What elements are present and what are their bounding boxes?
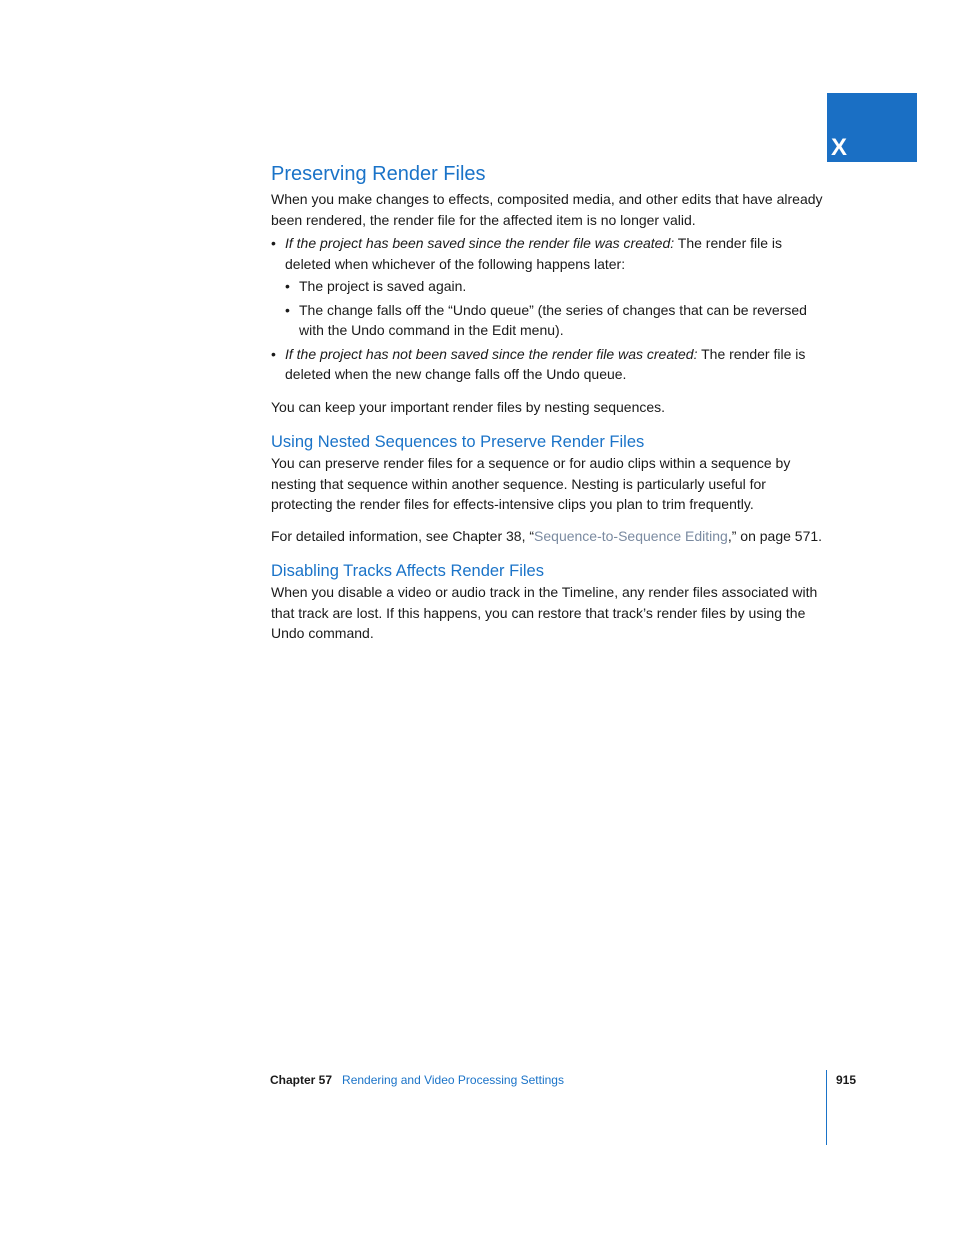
chapter-tab <box>827 93 917 162</box>
footer-chapter-title: Rendering and Video Processing Settings <box>342 1073 564 1087</box>
sub-bullet-saved-again-text: The project is saved again. <box>299 278 467 294</box>
page-content <box>271 160 827 644</box>
bullet-dot: • <box>271 345 276 362</box>
footer-divider <box>826 1070 827 1145</box>
disabling-title: Disabling Tracks Affects Render Files <box>271 562 544 580</box>
page-footer <box>270 1072 564 1088</box>
chapter-tab-letter: X <box>831 134 848 161</box>
footer-chapter: Chapter 57 <box>270 1073 333 1087</box>
bullet-saved <box>271 233 827 274</box>
nested-reference-prefix: For detailed information, see Chapter 38, “ <box>271 527 535 544</box>
nested-body: You can preserve render files for a sequence or for audio clips within a sequence by nesting that sequence within another sequence. Nesting is particularly useful for protecting the render files for effects-intensive clips you plan to trim frequently. <box>271 455 791 512</box>
sequence-editing-link[interactable]: Sequence-to-Sequence Editing <box>534 527 728 544</box>
disabling-body: When you disable a video or audio track in the Timeline, any render files associated with that track are lost. If this happens, you can restore that track’s render files by using the Undo command. <box>271 584 818 641</box>
bullet-not-saved <box>271 344 827 385</box>
nested-reference <box>271 526 827 547</box>
page-number: 915 <box>836 1073 857 1087</box>
bullet-not-saved-lead: If the project has not been saved since the render file was created: <box>285 345 698 362</box>
section-closing: You can keep your important render files by nesting sequences. <box>271 398 666 415</box>
sub-bullet-saved-again <box>285 276 827 297</box>
nested-reference-suffix: ,” on page 571. <box>727 527 823 544</box>
sub-bullet-dot: • <box>285 301 290 318</box>
section-title: Preserving Render Files <box>271 163 486 185</box>
bullet-saved-lead: If the project has been saved since the render file was created: <box>285 235 675 251</box>
sub-bullet-dot: • <box>285 278 290 294</box>
sub-bullet-undo-queue-text: The change falls off the “Undo queue” (the series of changes that can be reversed with the Undo command in the Edit menu). <box>299 301 807 338</box>
bullet-not-saved-text: The render file is deleted when the new change falls off the Undo queue. <box>285 345 806 382</box>
section-intro: When you make changes to effects, composited media, and other edits that have already been rendered, the render file for the affected item is no longer valid. <box>271 191 823 228</box>
sub-bullet-undo-queue <box>285 300 827 341</box>
nested-title: Using Nested Sequences to Preserve Render Files <box>271 433 645 451</box>
bullet-dot: • <box>271 235 276 251</box>
bullet-saved-text: The render file is deleted when whichever of the following happens later: <box>285 235 783 272</box>
